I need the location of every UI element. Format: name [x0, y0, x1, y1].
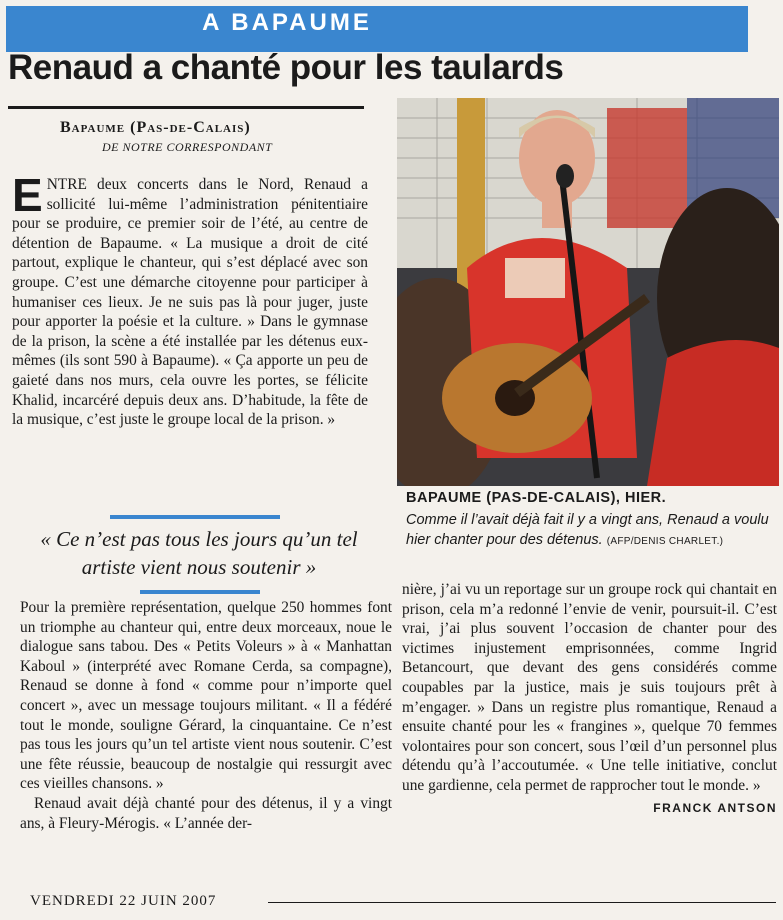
- drop-cap: E: [12, 169, 43, 221]
- paragraph: Pour la première représentation, quelque 250 hommes font un triomphe au chanteur qui, entre deux morceaux, noue le dialogue sans tabou. Des « Petits Voleurs » à « Manhattan Kaboul » (interprété avec Romane Cerda, sa compagne), Renaud se donne à fond « comme pour n’importe quel concert », avec un message toujours militant. « Il a fédéré tout le monde, souligne Gérard, la cinquantaine. Ce n’est pas tous les jours qu’un tel artiste vient nous soutenir. C’est une fête réussie, beaucoup de nostalgie qui ressurgit avec ces vieilles chansons. »: [20, 599, 392, 793]
- photo-caption: [406, 510, 776, 552]
- section-label: A BAPAUME: [202, 9, 372, 36]
- byline: DE NOTRE CORRESPONDANT: [102, 140, 273, 154]
- photo-caption-title: BAPAUME (PAS-DE-CALAIS), HIER.: [406, 490, 667, 506]
- intro-text: NTRE deux concerts dans le Nord, Renaud a sollicité lui-même l’administration pénitentiaire pour se produire, ce premier soir de l’été, au centre de détention de Bapaume. « La musique a droit de cité partout, explique le chanteur, qui s’est déplacé avec son groupe. C’est une démarche citoyenne pour participer à humaniser ces lieux. Je ne suis pas là pour juger, juste pour apporter la poésie et la culture. » Dans le gymnase de la prison, la scène a été installée par les détenus eux-mêmes (ils sont 590 à Bapaume). « Ça apporte un peu de gaieté dans nos murs, cela ouvre les portes, se félicite Khalid, incarcéré depuis deux ans. D’habitude, la fête de la musique, c’est juste le groupe local de la prison. »: [12, 176, 368, 429]
- headline: Renaud a chanté pour les taulards: [8, 48, 564, 87]
- author-signature: FRANCK ANTSON: [653, 800, 777, 815]
- article-intro: [12, 169, 368, 430]
- footer-date: VENDREDI 22 JUIN 2007: [30, 893, 217, 909]
- pull-quote: « Ce n’est pas tous les jours qu’un tel artiste vient nous soutenir »: [40, 527, 358, 579]
- article-column-2: [402, 580, 777, 818]
- pull-quote-rule-top: [110, 515, 280, 519]
- footer-rule: [268, 902, 776, 903]
- concert-photo: [397, 98, 779, 486]
- dateline: Bapaume (Pas-de-Calais): [60, 119, 251, 136]
- photo-caption-text: Comme il l’avait déjà fait il y a vingt ans, Renaud a voulu hier chanter pour des détenus.: [406, 512, 769, 548]
- article-column-1: [20, 598, 392, 833]
- paragraph: Renaud avait déjà chanté pour des détenus, il y a vingt ans, à Fleury-Mérogis. « L’année der-: [20, 794, 392, 832]
- photo-credit: (AFP/DENIS CHARLET.): [606, 536, 724, 547]
- headline-rule: [8, 106, 364, 109]
- paragraph: nière, j’ai vu un reportage sur un groupe rock qui chantait en prison, cela m’a redonné l’envie de venir, poursuit-il. C’est vrai, j’ai plus souvent l’occasion de chanter pour des victimes injustement emprisonnées, comme Ingrid Betancourt, que devant des gens considérés comme coupables par la justice, mais je suis toujours prêt à m’engager. » Dans un registre plus romantique, Renaud a ensuite chanté pour les « frangines », quelque 70 femmes volontaires pour son concert, sous l’œil d’un personnel plus détendu qu’à l’accoutumée. « Une telle initiative, conclut une gardienne, cela permet de rapprocher tout le monde. »: [402, 581, 777, 794]
- pull-quote-rule-bottom: [140, 590, 260, 594]
